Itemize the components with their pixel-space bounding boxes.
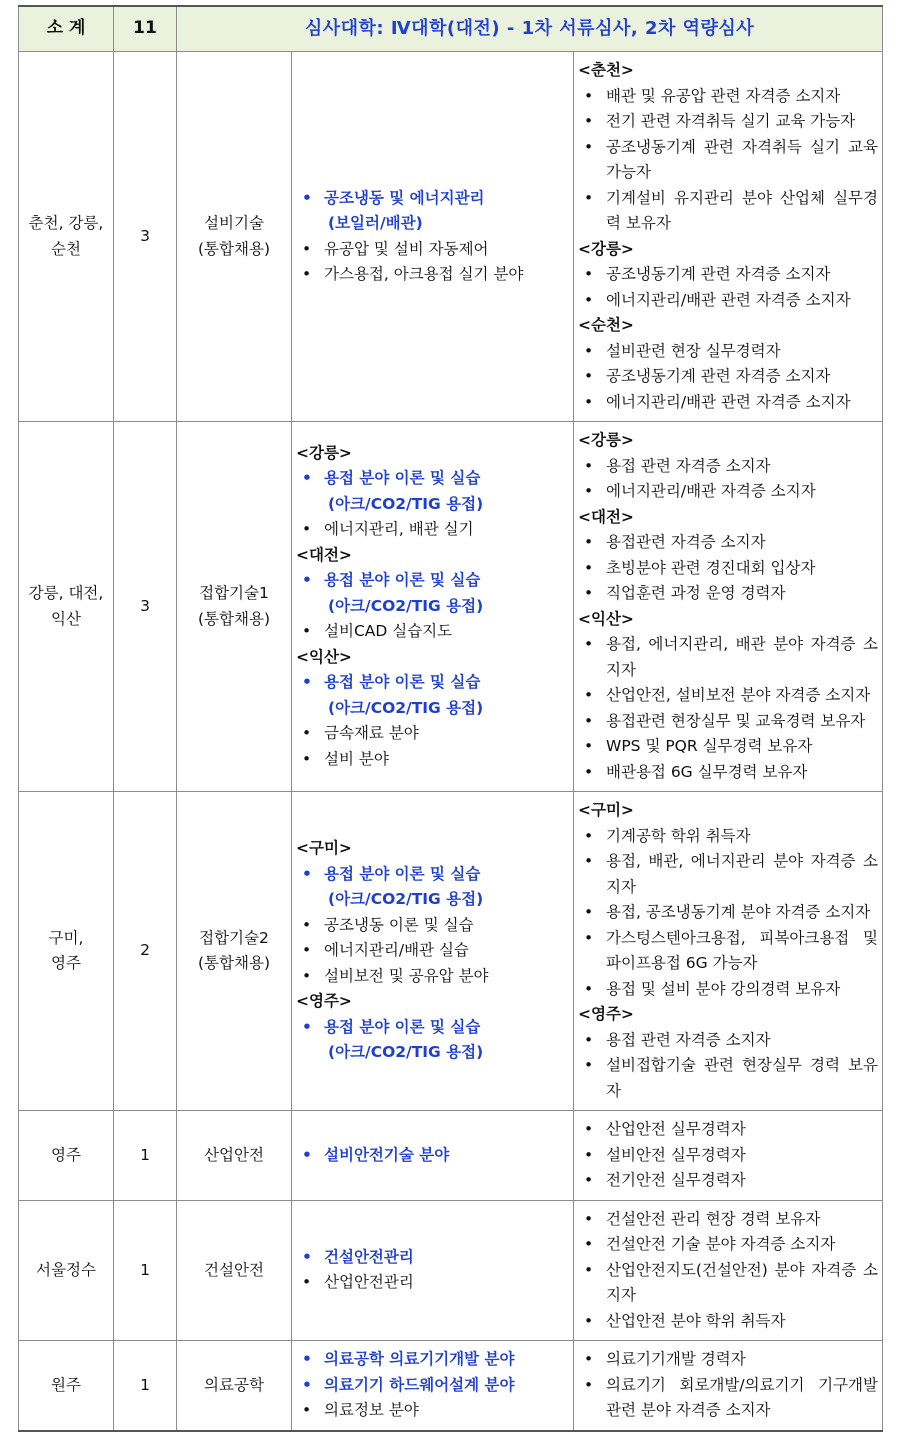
list-item: • 기계공학 학위 취득자 — [578, 824, 878, 850]
list-item: • 용접 분야 이론 및 실습 (아크/CO2/TIG 용접) — [296, 670, 569, 721]
subjects-list — [296, 836, 569, 1066]
list-item: • 에너지관리/배관 실습 — [296, 938, 569, 964]
subjects-cell — [292, 52, 574, 422]
list-item: • 설비관련 현장 실무경력자 — [578, 339, 878, 365]
list-item: • 공조냉동기계 관련 자격증 소지자 — [578, 364, 878, 390]
list-item: • 유공압 및 설비 자동제어 — [296, 237, 569, 263]
qualifications-cell — [574, 422, 883, 792]
qualifications-list — [578, 1347, 878, 1424]
count-cell — [114, 1200, 177, 1341]
qualifications-list — [578, 428, 878, 785]
list-item: • 용접, 공조냉동기계 분야 자격증 소지자 — [578, 900, 878, 926]
list-item: • 직업훈련 과정 운영 경력자 — [578, 581, 878, 607]
list-item: • 건설안전관리 — [296, 1245, 569, 1271]
field-name: 의료공학 — [204, 1375, 264, 1394]
subjects-cell — [292, 1111, 574, 1201]
campus-name: 원주 — [51, 1375, 81, 1394]
field-cell — [177, 1341, 292, 1431]
list-item: • 의료정보 분야 — [296, 1398, 569, 1424]
list-item: • 의료기기 하드웨어설계 분야 — [296, 1373, 569, 1399]
list-item: • 설비접합기술 관련 현장실무 경력 보유자 — [578, 1053, 878, 1104]
table-row — [19, 1111, 883, 1201]
count-value: 1 — [140, 1145, 150, 1164]
count-value: 2 — [140, 941, 150, 960]
list-item: • 설비보전 및 공유압 분야 — [296, 964, 569, 990]
qualifications-cell — [574, 1341, 883, 1431]
list-item: • 설비안전기술 분야 — [296, 1143, 569, 1169]
table-row — [19, 422, 883, 792]
qualifications-cell — [574, 792, 883, 1111]
campus-subheading: <춘천> — [578, 61, 634, 79]
count-value: 1 — [140, 1375, 150, 1394]
table-row — [19, 52, 883, 422]
list-item: • 설비안전 실무경력자 — [578, 1143, 878, 1169]
list-item: • 전기 관련 자격취득 실기 교육 가능자 — [578, 109, 878, 135]
campus-subheading: <구미> — [296, 839, 352, 858]
field-cell — [177, 1111, 292, 1201]
count-cell — [114, 422, 177, 792]
campus-subheading: <익산> — [296, 647, 352, 666]
campus-subheading: <순천> — [578, 316, 634, 334]
campus-subheading: <영주> — [296, 992, 352, 1011]
campus-name: 익산 — [51, 609, 81, 628]
count-cell — [114, 1111, 177, 1201]
campus-subheading: <대전> — [296, 545, 352, 564]
qualifications-list — [578, 58, 878, 415]
list-item: • 산업안전 실무경력자 — [578, 1117, 878, 1143]
campus-cell — [19, 1111, 114, 1201]
list-item: • 산업안전 분야 학위 취득자 — [578, 1309, 878, 1335]
recruitment-table — [18, 5, 883, 1432]
campus-name: 순천 — [51, 239, 81, 258]
list-item: • 용접 분야 이론 및 실습 (아크/CO2/TIG 용접) — [296, 568, 569, 619]
list-item: • 의료기기개발 경력자 — [578, 1347, 878, 1373]
subjects-list — [296, 1347, 569, 1424]
list-item: • WPS 및 PQR 실무경력 보유자 — [578, 734, 878, 760]
list-item: • 배관용접 6G 실무경력 보유자 — [578, 760, 878, 786]
campus-subheading: <익산> — [578, 609, 634, 628]
list-item: • 건설안전 관리 현장 경력 보유자 — [578, 1207, 878, 1233]
list-item: • 가스용접, 아크용접 실기 분야 — [296, 262, 569, 288]
list-item: • 공조냉동기계 관련 자격취득 실기 교육 가능자 — [578, 135, 878, 186]
list-item: • 설비CAD 실습지도 — [296, 619, 569, 645]
campus-name: 영주 — [51, 954, 81, 972]
campus-subheading: <강릉> — [578, 239, 634, 258]
list-item: • 공조냉동 및 에너지관리 (보일러/배관) — [296, 186, 569, 237]
list-item: • 건설안전 기술 분야 자격증 소지자 — [578, 1232, 878, 1258]
list-item: • 공조냉동 이론 및 실습 — [296, 913, 569, 939]
field-cell — [177, 792, 292, 1111]
campus-cell — [19, 1200, 114, 1341]
field-cell — [177, 52, 292, 422]
qualifications-list — [578, 1117, 878, 1194]
list-item: • 산업안전, 설비보전 분야 자격증 소지자 — [578, 683, 878, 709]
list-item: • 초빙분야 관련 경진대회 입상자 — [578, 556, 878, 582]
field-name: 접합기술1 — [199, 584, 269, 602]
subjects-list — [296, 441, 569, 773]
count-cell — [114, 792, 177, 1111]
qualifications-cell — [574, 52, 883, 422]
list-item: • 용접 관련 자격증 소지자 — [578, 454, 878, 480]
campus-subheading: <강릉> — [578, 431, 634, 449]
list-item: • 용접 관련 자격증 소지자 — [578, 1028, 878, 1054]
campus-name: 강릉, 대전, — [28, 584, 104, 602]
campus-name: 춘천, 강릉, — [28, 214, 104, 232]
campus-name: 구미, — [48, 928, 84, 947]
campus-subheading: <대전> — [578, 507, 634, 526]
list-item: • 용접 및 설비 분야 강의경력 보유자 — [578, 977, 878, 1003]
list-item: • 에너지관리/배관 관련 자격증 소지자 — [578, 390, 878, 416]
list-item: • 기계설비 유지관리 분야 산업체 실무경력 보유자 — [578, 186, 878, 237]
qualifications-list — [578, 798, 878, 1104]
subjects-list — [296, 186, 569, 288]
list-item: • 설비 분야 — [296, 747, 569, 773]
count-value: 3 — [140, 226, 150, 245]
campus-subheading: <강릉> — [296, 443, 352, 462]
field-name: 산업안전 — [204, 1145, 264, 1164]
field-name: (통합채용) — [198, 239, 270, 258]
list-item: • 에너지관리/배관 관련 자격증 소지자 — [578, 288, 878, 314]
field-name: 접합기술2 — [199, 928, 269, 947]
list-item: • 용접, 배관, 에너지관리 분야 자격증 소지자 — [578, 849, 878, 900]
list-item: • 에너지관리/배관 자격증 소지자 — [578, 479, 878, 505]
count-cell — [114, 1341, 177, 1431]
list-item: • 용접, 에너지관리, 배관 분야 자격증 소지자 — [578, 632, 878, 683]
qualifications-cell — [574, 1200, 883, 1341]
list-item: • 공조냉동기계 관련 자격증 소지자 — [578, 262, 878, 288]
list-item: • 용접관련 현장실무 및 교육경력 보유자 — [578, 709, 878, 735]
campus-subheading: <영주> — [578, 1005, 634, 1023]
subjects-cell — [292, 1341, 574, 1431]
subjects-cell — [292, 422, 574, 792]
count-cell — [114, 52, 177, 422]
campus-name: 서울정수 — [36, 1260, 96, 1279]
campus-subheading: <구미> — [578, 801, 634, 819]
field-cell — [177, 422, 292, 792]
list-item: • 배관 및 유공압 관련 자격증 소지자 — [578, 84, 878, 110]
count-value: 3 — [140, 596, 150, 615]
summary-row — [19, 6, 883, 52]
campus-cell — [19, 52, 114, 422]
list-item: • 전기안전 실무경력자 — [578, 1168, 878, 1194]
subjects-cell — [292, 792, 574, 1111]
qualifications-list — [578, 1207, 878, 1335]
list-item: • 금속재료 분야 — [296, 721, 569, 747]
review-title: 심사대학: Ⅳ대학(대전) - 1차 서류심사, 2차 역량심사 — [177, 6, 883, 52]
qualifications-cell — [574, 1111, 883, 1201]
table-row — [19, 792, 883, 1111]
campus-name: 영주 — [51, 1145, 81, 1164]
field-name: (통합채용) — [198, 954, 270, 972]
subjects-list — [296, 1245, 569, 1296]
list-item: • 의료공학 의료기기개발 분야 — [296, 1347, 569, 1373]
list-item: • 용접 분야 이론 및 실습 (아크/CO2/TIG 용접) — [296, 466, 569, 517]
list-item: • 에너지관리, 배관 실기 — [296, 517, 569, 543]
subjects-list — [296, 1143, 569, 1169]
count-value: 1 — [140, 1260, 150, 1279]
campus-cell — [19, 1341, 114, 1431]
field-cell — [177, 1200, 292, 1341]
campus-cell — [19, 792, 114, 1111]
table-row — [19, 1341, 883, 1431]
table-row — [19, 1200, 883, 1341]
field-name: 건설안전 — [204, 1260, 264, 1279]
summary-count: 11 — [114, 6, 177, 52]
subjects-cell — [292, 1200, 574, 1341]
list-item: • 가스텅스텐아크용접, 피복아크용접 및 파이프용접 6G 가능자 — [578, 926, 878, 977]
field-name: 설비기술 — [204, 214, 264, 232]
list-item: • 용접관련 자격증 소지자 — [578, 530, 878, 556]
summary-label: 소 계 — [19, 6, 114, 52]
list-item: • 산업안전관리 — [296, 1270, 569, 1296]
field-name: (통합채용) — [198, 609, 270, 628]
list-item: • 용접 분야 이론 및 실습 (아크/CO2/TIG 용접) — [296, 862, 569, 913]
list-item: • 의료기기 회로개발/의료기기 기구개발 관련 분야 자격증 소지자 — [578, 1373, 878, 1424]
campus-cell — [19, 422, 114, 792]
list-item: • 용접 분야 이론 및 실습 (아크/CO2/TIG 용접) — [296, 1015, 569, 1066]
list-item: • 산업안전지도(건설안전) 분야 자격증 소지자 — [578, 1258, 878, 1309]
